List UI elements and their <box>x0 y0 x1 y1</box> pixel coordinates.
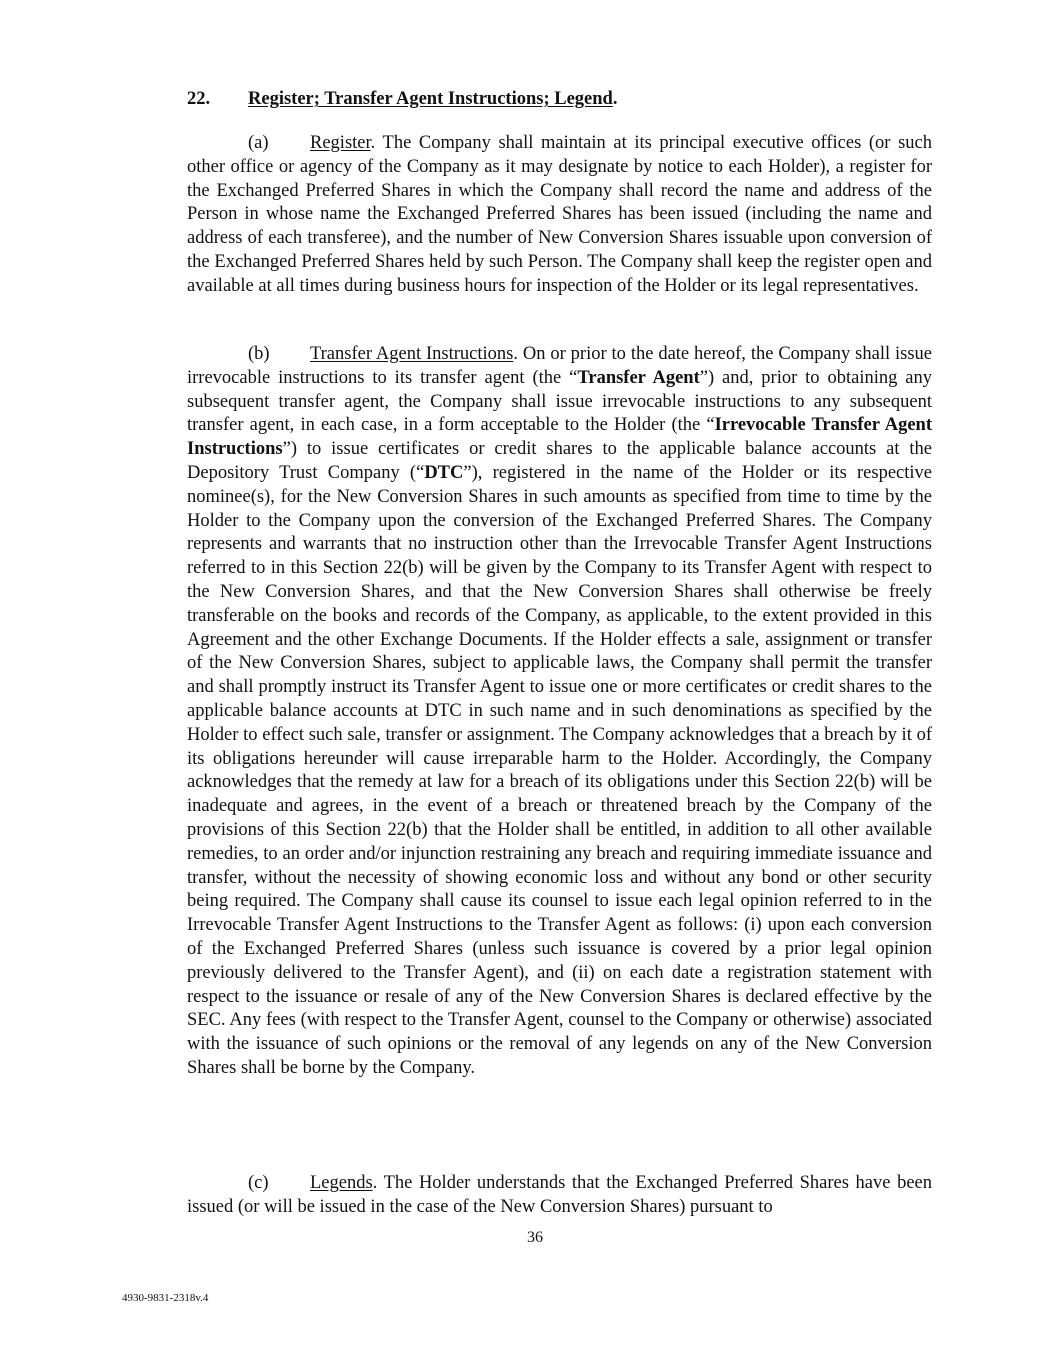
paragraph-text: ”) to issue certificates or credit shares to the applicable balance accounts at the Depository Trust Company (“ <box>187 439 932 483</box>
defined-term: DTC <box>424 462 464 483</box>
paragraph-legends <box>187 1172 932 1220</box>
paragraph-label: (a) <box>248 133 269 153</box>
paragraph-label: (c) <box>248 1173 269 1193</box>
page-number: 36 <box>527 1229 543 1246</box>
section-number: 22. <box>187 89 211 109</box>
document-id: 4930-9831-2318v.4 <box>122 1292 209 1304</box>
paragraph-text: . On or prior to the date hereof, the Company shall issue irrevocable instructions to its transfer agent (the “ <box>187 344 932 388</box>
defined-term: Transfer Agent <box>577 367 700 388</box>
paragraph-text: . The Company shall maintain at its principal executive offices (or such other office or agency of the Company as it may designate by notice to each Holder), a register for the Exchanged Preferred Shares in which the Company shall record the name and address of the Person in whose name the Exchanged Preferred Shares has been issued (including the name and address of each transferee), and the number of New Conversion Shares issuable upon conversion of the Exchanged Preferred Shares held by such Person. The Company shall keep the register open and available at all times during business hours for inspection of the Holder or its legal representatives. <box>187 133 932 296</box>
paragraph-text: . The Holder understands that the Exchanged Preferred Shares have been issued (or will be issued in the case of the New Conversion Shares) pursuant to <box>187 1173 932 1217</box>
paragraph-subtitle: Register <box>310 133 371 153</box>
paragraph-text: ”), registered in the name of the Holder or its respective nominee(s), for the New Conversion Shares in such amounts as specified from time to time by the Holder to the Company upon the conversion of the Exchanged Preferred Shares. The Company represents and warrants that no instruction other than the Irrevocable Transfer Agent Instructions referred to in this Section 22(b) will be given by the Company to its Transfer Agent with respect to the New Conversion Shares, and that the New Conversion Shares shall otherwise be freely transferable on the books and records of the Company, as applicable, to the extent provided in this Agreement and the other Exchange Documents. If the Holder effects a sale, assignment or transfer of the New Conversion Shares, subject to applicable laws, the Company shall permit the transfer and shall promptly instruct its Transfer Agent to issue one or more certificates or credit shares to the applicable balance accounts at DTC in such name and in such denominations as specified by the Holder to effect such sale, transfer or assignment. The Company acknowledges that a breach by it of its obligations hereunder will cause irreparable harm to the Holder. Accordingly, the Company acknowledges that the remedy at law for a breach of its obligations under this Section 22(b) will be inadequate and agrees, in the event of a breach or threatened breach by the Company of the provisions of this Section 22(b) that the Holder shall be entitled, in addition to all other available remedies, to an order and/or injunction restraining any breach and requiring immediate issuance and transfer, without the necessity of showing economic loss and without any bond or other security being required. The Company shall cause its counsel to issue each legal opinion referred to in the Irrevocable Transfer Agent Instructions to the Transfer Agent as follows: (i) upon each conversion of the Exchanged Preferred Shares (unless such issuance is covered by a prior legal opinion previously delivered to the Transfer Agent), and (ii) on each date a registration statement with respect to the issuance or resale of any of the New Conversion Shares is declared effective by the SEC. Any fees (with respect to the Transfer Agent, counsel to the Company or otherwise) associated with the issuance of such opinions or the removal of any legends on any of the New Conversion Shares shall be borne by the Company. <box>187 462 932 1078</box>
paragraph-subtitle: Legends <box>310 1173 373 1193</box>
defined-term: Irrevocable Transfer Agent Instructions <box>187 415 933 460</box>
paragraph-subtitle: Transfer Agent Instructions <box>310 344 514 364</box>
paragraph-text: ”) and, prior to obtaining any subsequent transfer agent, the Company shall issue irrevocable instructions to any subsequent transfer agent, in each case, in a form acceptable to the Holder (the “ <box>187 367 932 436</box>
paragraph-transfer-agent-instructions <box>187 343 932 1081</box>
paragraph-label: (b) <box>248 344 270 364</box>
paragraph-register <box>187 132 932 299</box>
section-heading <box>187 87 932 111</box>
section-title: Register; Transfer Agent Instructions; Legend <box>248 89 613 109</box>
section-title-period: . <box>612 89 618 109</box>
